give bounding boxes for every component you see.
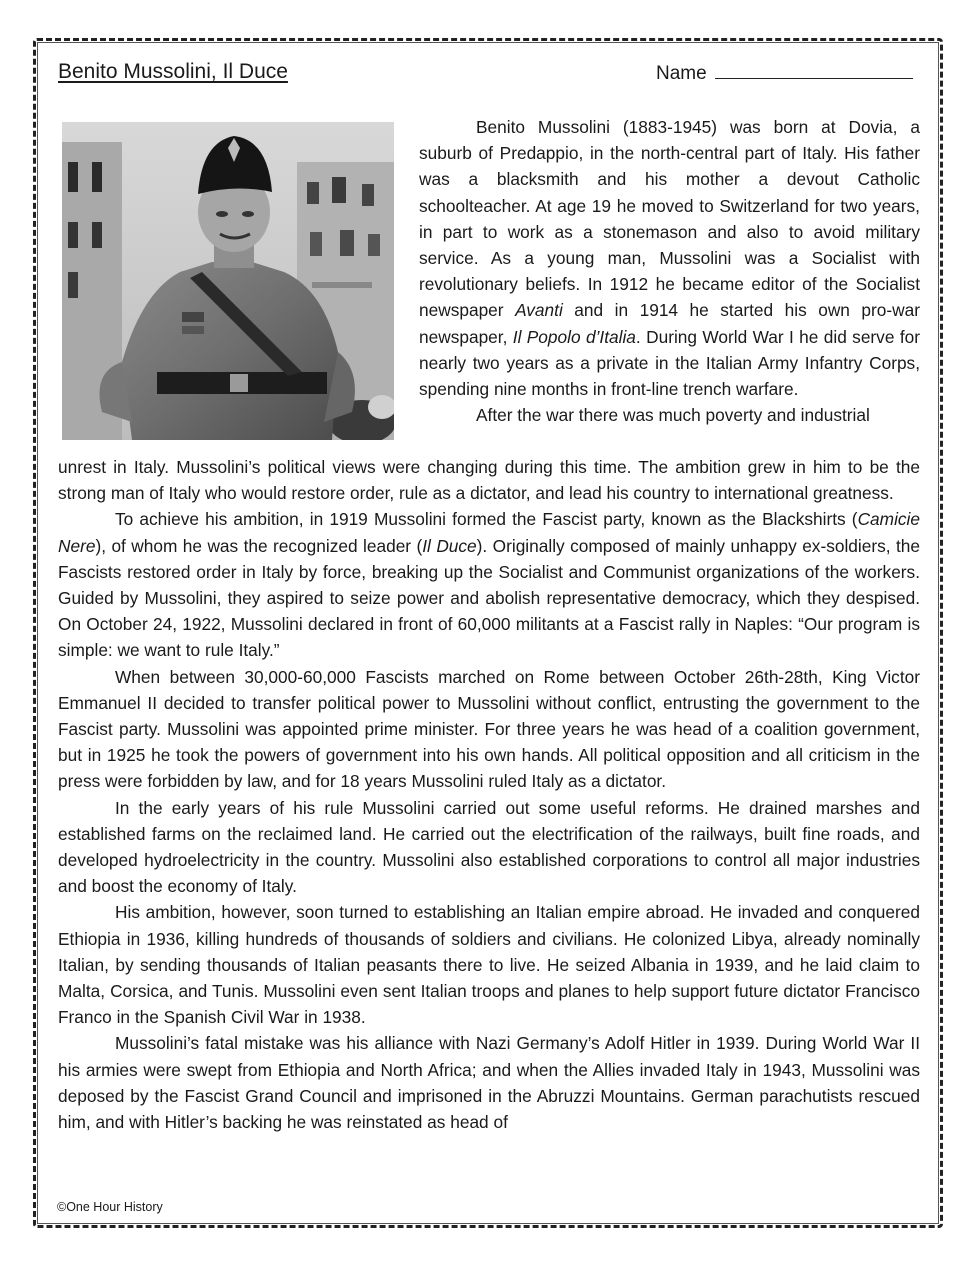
paragraph-1 (419, 114, 920, 402)
portrait-photo-illustration (62, 122, 394, 440)
p1-text-b: and in 1914 he started his own pro-war newspaper, (419, 300, 921, 347)
name-label: Name (656, 63, 707, 84)
p3-il-duce: Il Duce (422, 535, 477, 556)
p3-text-b: ), of whom he was the recognized leader ( (95, 535, 423, 556)
p3-text-c: ). Originally composed of mainly unhappy ex-soldiers, the Fascists restored order in Italy by force, breaking up the Socialist and Communist organizations of the workers. Guided by Mussolini, they aspired to seize power and abolish representative democracy, which they despised. On October 24, 1922, Mussolini declared in front of 60,000 militants at a Fascist rally in Naples: “Our program is simple: we want to rule Italy.” (58, 535, 920, 661)
intro-paragraph-block (419, 114, 920, 428)
p3-text-a: To achieve his ambition, in 1919 Mussolini formed the Fascist party, known as the Blackshirts ( (115, 509, 858, 530)
name-field[interactable] (656, 62, 913, 85)
p1-text-a: Benito Mussolini (1883-1945) was born at Dovia, a suburb of Predappio, in the north-central part of Italy. His father was a blacksmith and his mother a devout Catholic schoolteacher. At age 19 he moved to Switzerland for two years, in part to work as a stonemason and also to avoid military service. As a young man, Mussolini was a Socialist with revolutionary beliefs. In 1912 he became editor of the Socialist newspaper (419, 117, 920, 321)
p1-newspaper-avanti: Avanti (515, 300, 563, 321)
body-paragraph-block (58, 454, 920, 1135)
paragraph-7: Mussolini’s fatal mistake was his alliance with Nazi Germany’s Adolf Hitler in 1939. During World War II his armies were swept from Ethiopia and North Africa; and when the Allies invaded Italy in 1943, Mussolini was deposed by the Fascist Grand Council and imprisoned in the Abruzzi Mountains. German parachutists rescued him, and with Hitler’s backing he was reinstated as head of (58, 1033, 920, 1133)
paragraph-6: His ambition, however, soon turned to establishing an Italian empire abroad. He invaded and conquered Ethiopia in 1936, killing hundreds of thousands of soldiers and civilians. He colonized Libya, already nominally Italian, by sending thousands of Italian peasants there to live. He seized Albania in 1939, and he laid claim to Malta, Corsica, and Tunis. Mussolini even sent Italian troops and planes to help support future dictator Francisco Franco in the Spanish Civil War in 1938. (58, 902, 920, 1028)
portrait-photo (62, 122, 394, 440)
name-blank-line[interactable] (715, 62, 913, 79)
copyright-footer: ©One Hour History (57, 1200, 163, 1214)
paragraph-2-lead: After the war there was much poverty and industrial (476, 405, 870, 426)
paragraph-4: When between 30,000-60,000 Fascists marched on Rome between October 26th-28th, King Victor Emmanuel II decided to transfer political power to Mussolini without conflict, entrusting the government to the Fascist party. Mussolini was appointed prime minister. For three years he was head of a coalition government, but in 1925 he took the powers of government into his own hands. All political opposition and all criticism in the press were forbidden by law, and for 18 years Mussolini ruled Italy as a dictator. (58, 666, 920, 792)
paragraph-3 (58, 506, 920, 663)
p3-camicie-nere: Camicie Nere (58, 509, 920, 556)
p1-newspaper-popolo: Il Popolo d’Italia (512, 326, 636, 347)
paragraph-5: In the early years of his rule Mussolini carried out some useful reforms. He drained marshes and established farms on the reclaimed land. He carried out the electrification of the railways, built fine roads, and developed hydroelectricity in the country. Mussolini also established corporations to control all major industries and boost the economy of Italy. (58, 797, 920, 897)
paragraph-2-rest: unrest in Italy. Mussolini’s political views were changing during this time. The ambition grew in him to be the strong man of Italy who would restore order, rule as a dictator, and lead his country to international greatness. (58, 457, 920, 504)
p1-text-c: . During World War I he did serve for nearly two years as a private in the Italian Army Infantry Corps, spending nine months in front-line trench warfare. (419, 326, 920, 400)
worksheet-title: Benito Mussolini, Il Duce (58, 60, 288, 83)
